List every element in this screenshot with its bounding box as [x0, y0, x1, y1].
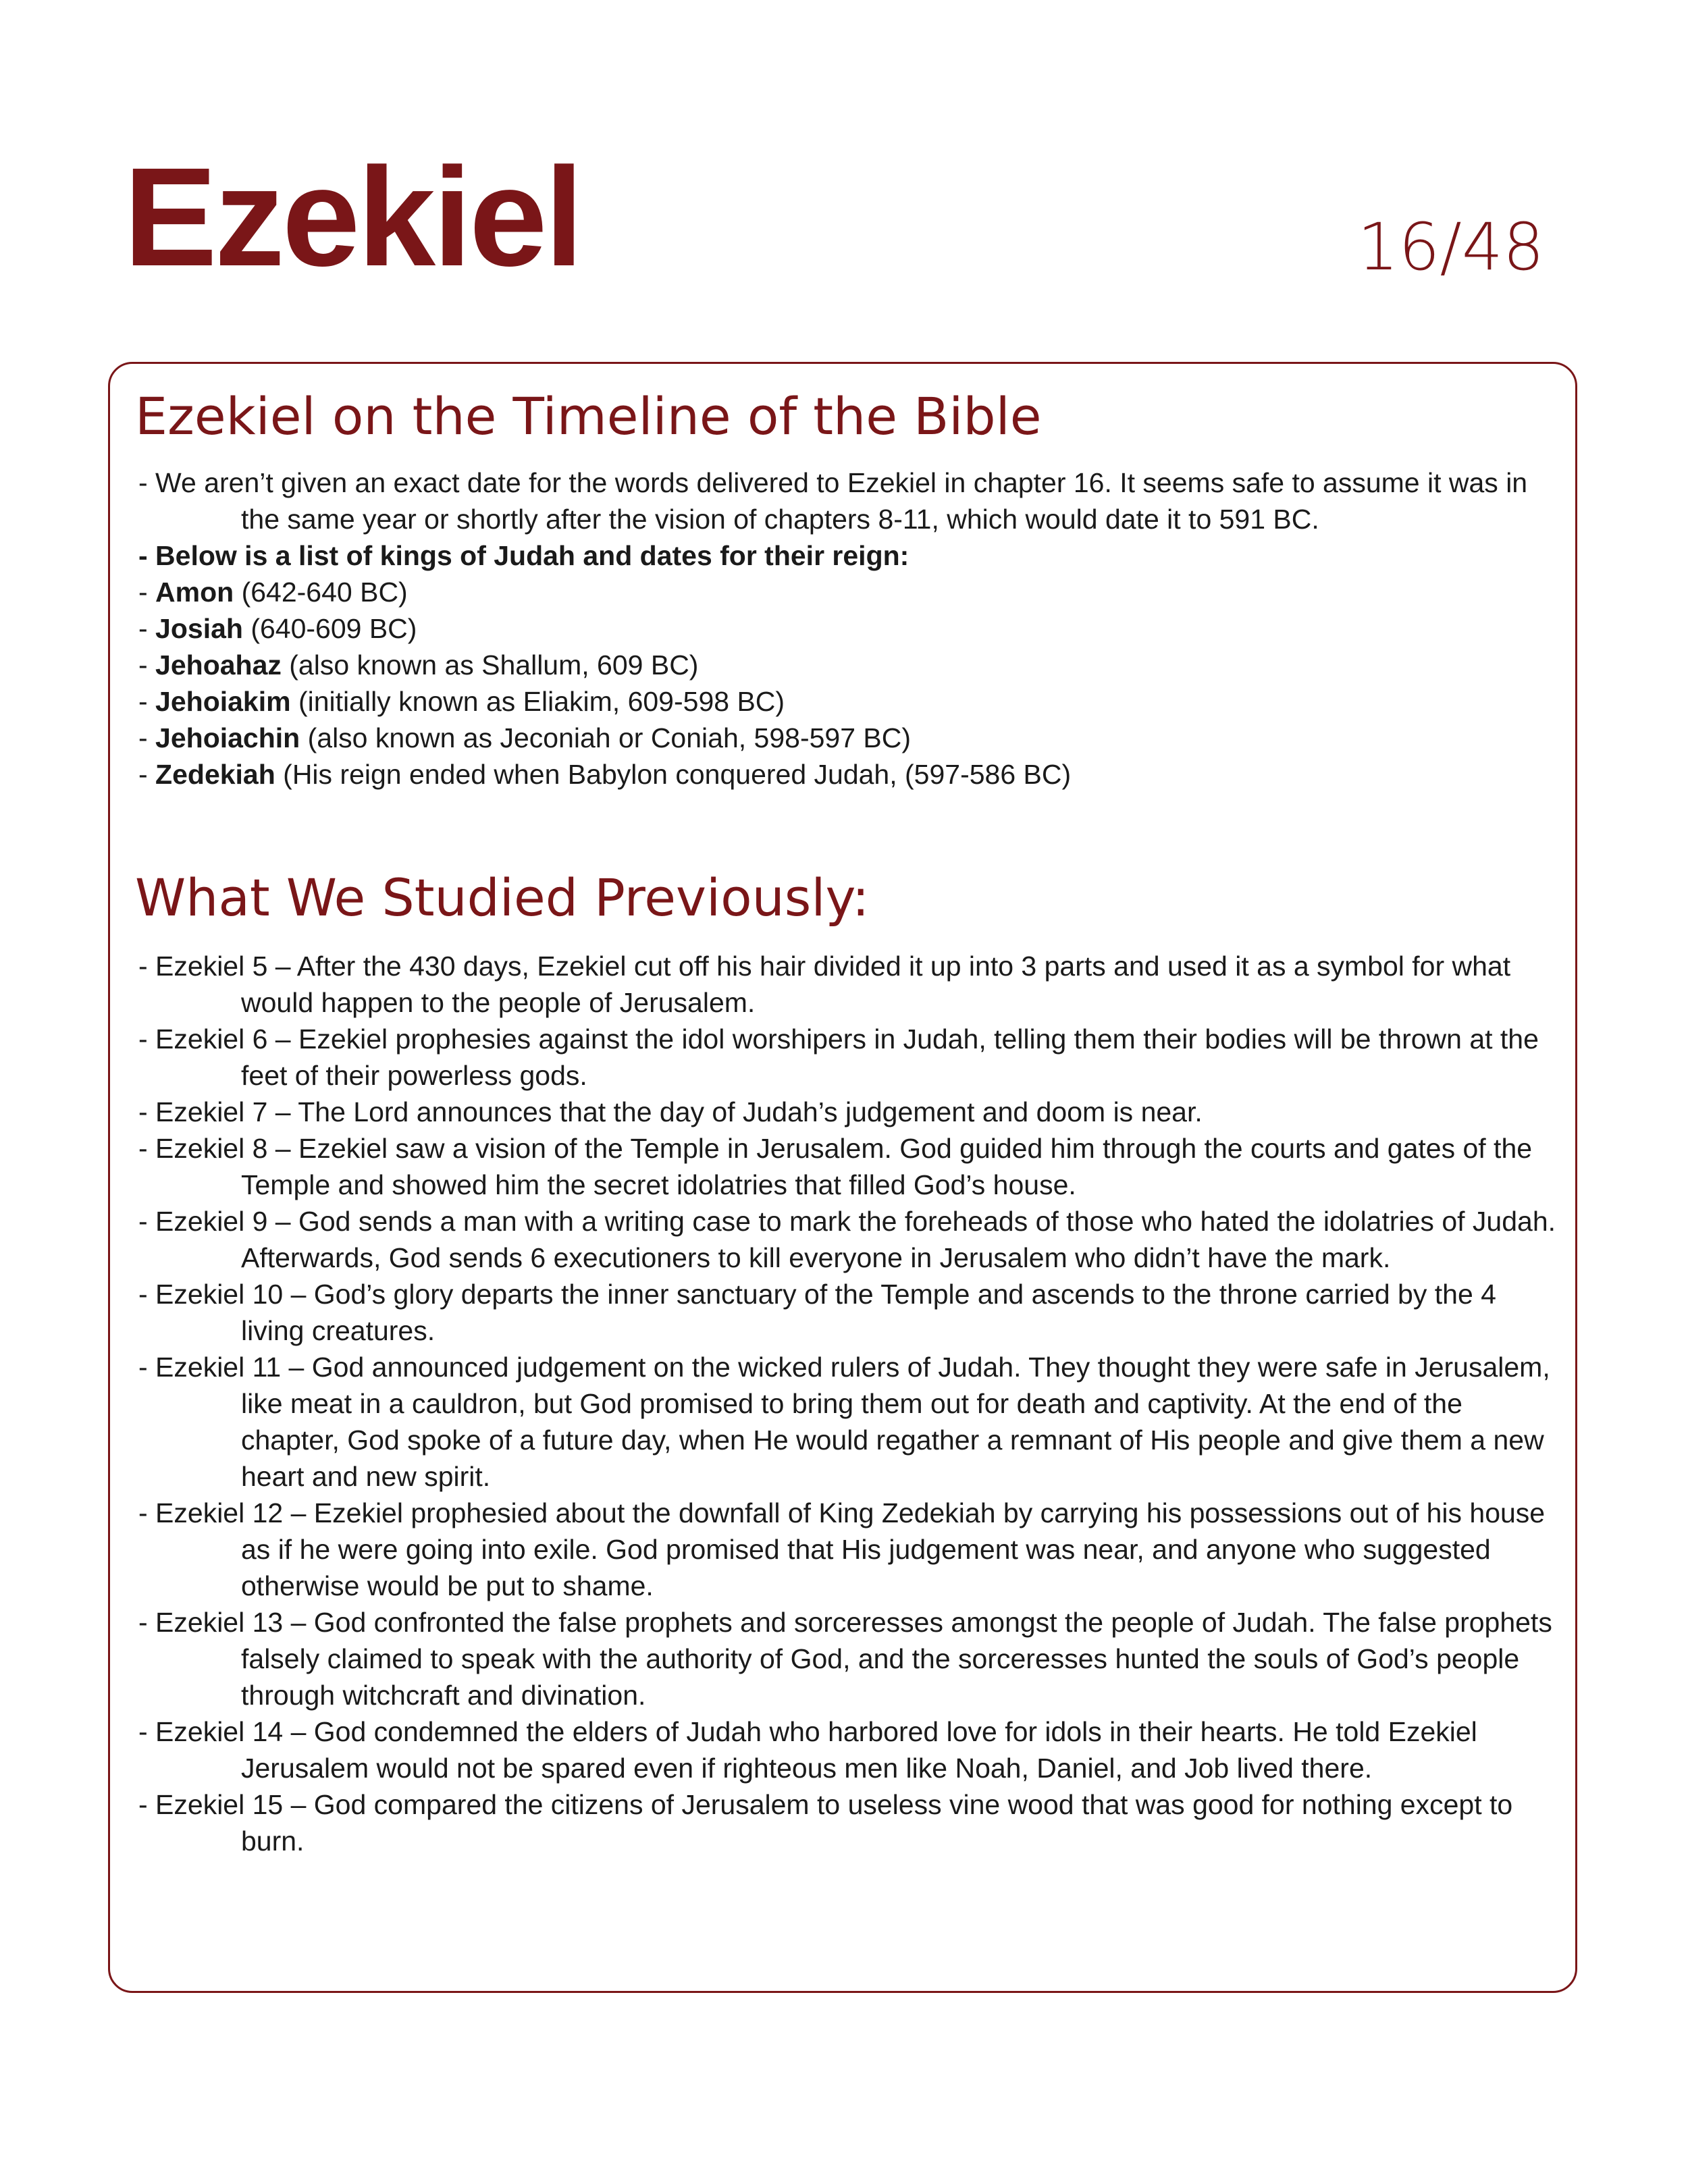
previous-item: - Ezekiel 14 – God condemned the elders of Judah who harbored love for idols in their hearts. He told Ezekiel Jerusalem would not be spared even if righteous men like Noah, Daniel, and Job lived there.: [138, 1716, 1477, 1784]
previous-heading: What We Studied Previously:: [135, 868, 870, 928]
previous-item: - Ezekiel 8 – Ezekiel saw a vision of the Temple in Jerusalem. God guided him through the courts and gates of the Temple and showed him the secret idolatries that filled God’s house.: [138, 1133, 1533, 1200]
previous-item: - Ezekiel 13 – God confronted the false prophets and sorceresses amongst the people of Judah. The false prophets falsely claimed to speak with the authority of God, and the sorceresses hunted the souls of God’s people through witchcraft and divination.: [138, 1607, 1552, 1711]
king-name: Jehoahaz: [155, 649, 282, 681]
king-item: - Josiah (640-609 BC): [138, 613, 417, 644]
king-name: Zedekiah: [155, 759, 275, 790]
previous-item: - Ezekiel 6 – Ezekiel prophesies against the idol worshipers in Judah, telling them their bodies will be thrown at the feet of their powerless gods.: [138, 1023, 1539, 1091]
king-name: Amon: [155, 577, 234, 608]
king-item: - Jehoiakim (initially known as Eliakim, 609-598 BC): [138, 686, 785, 717]
kings-intro: - Below is a list of kings of Judah and dates for their reign:: [138, 540, 909, 571]
king-item: - Jehoiachin (also known as Jeconiah or Coniah, 598-597 BC): [138, 722, 912, 753]
timeline-heading: Ezekiel on the Timeline of the Bible: [135, 386, 1042, 446]
previous-item: - Ezekiel 11 – God announced judgement on the wicked rulers of Judah. They thought they were safe in Jerusalem, like meat in a cauldron, but God promised to bring them out for death and captivity. At the end of the chapter, God spoke of a future day, when He would regather a remnant of His people and give them a new heart and new spirit.: [138, 1352, 1550, 1492]
page-number: 16/48: [1357, 209, 1544, 285]
king-name: Josiah: [155, 613, 243, 644]
king-name: Jehoiakim: [155, 686, 291, 717]
previous-item: - Ezekiel 15 – God compared the citizens of Jerusalem to useless vine wood that was good for nothing except to burn.: [138, 1789, 1513, 1857]
timeline-list: [138, 464, 1563, 793]
previous-item: - Ezekiel 10 – God’s glory departs the inner sanctuary of the Temple and ascends to the throne carried by the 4 living creatures.: [138, 1279, 1496, 1346]
king-item: - Jehoahaz (also known as Shallum, 609 BC): [138, 649, 699, 681]
king-name: Jehoiachin: [155, 722, 300, 753]
previous-item: - Ezekiel 9 – God sends a man with a writing case to mark the foreheads of those who hated the idolatries of Judah. Afterwards, God sends 6 executioners to kill everyone in Jerusalem who didn’t have the mark.: [138, 1206, 1556, 1273]
timeline-intro: - We aren’t given an exact date for the words delivered to Ezekiel in chapter 16. It seems safe to assume it was in the same year or shortly after the vision of chapters 8-11, which would date it to 591 BC.: [138, 467, 1528, 535]
previous-item: - Ezekiel 7 – The Lord announces that the day of Judah’s judgement and doom is near.: [138, 1096, 1203, 1127]
previous-item: - Ezekiel 5 – After the 430 days, Ezekiel cut off his hair divided it up into 3 parts and used it as a symbol for what would happen to the people of Jerusalem.: [138, 951, 1511, 1018]
king-item: - Amon (642-640 BC): [138, 577, 408, 608]
previous-list: [138, 948, 1563, 1859]
king-item: - Zedekiah (His reign ended when Babylon conquered Judah, (597-586 BC): [138, 759, 1072, 790]
page-title: Ezekiel: [124, 139, 581, 296]
previous-item: - Ezekiel 12 – Ezekiel prophesied about the downfall of King Zedekiah by carrying his possessions out of his house as if he were going into exile. God promised that His judgement was near, and anyone who suggested otherwise would be put to shame.: [138, 1497, 1546, 1601]
